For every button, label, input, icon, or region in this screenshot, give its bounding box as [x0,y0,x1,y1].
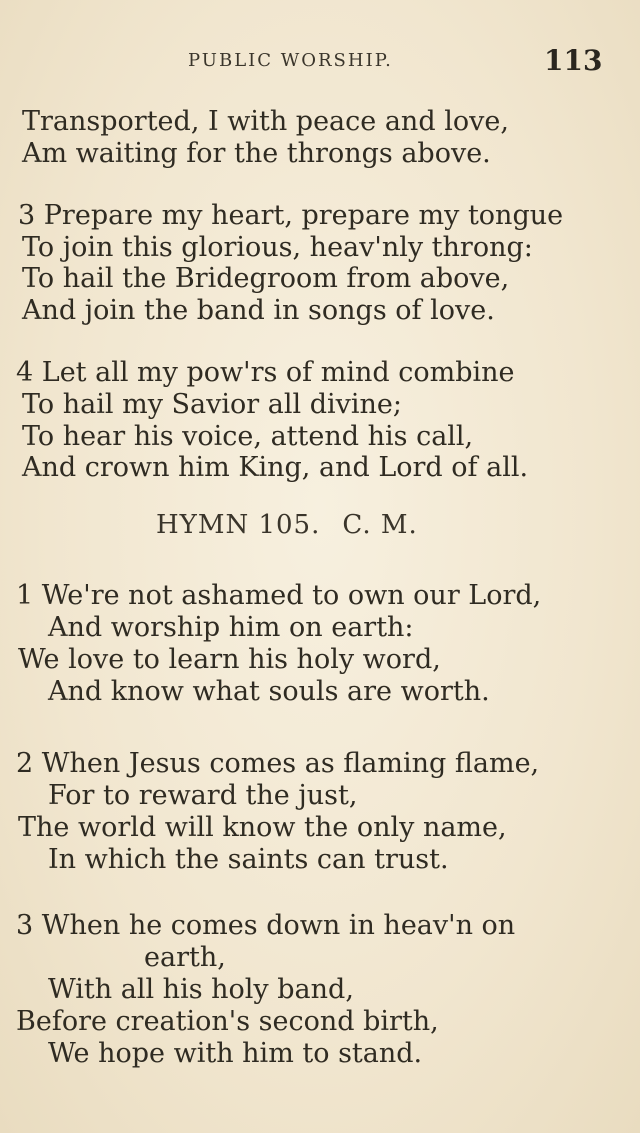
verse-line: Transported, I with peace and love, [22,106,509,137]
hymn-heading [156,510,440,540]
verse-line: We love to learn his holy word, [18,644,441,675]
verse-line: To hail the Bridegroom from above, [22,263,510,294]
verse-line: 4 Let all my pow'rs of mind combine [16,357,515,388]
verse-line: earth, [144,942,226,973]
verse-line: And worship him on earth: [48,612,414,643]
verse-line: The world will know the only name, [18,812,507,843]
verse-line: To join this glorious, heav'nly throng: [22,232,533,263]
running-head [0,44,640,80]
verse-line: To hear his voice, attend his call, [22,421,474,452]
verse-line: 1 We're not ashamed to own our Lord, [16,580,542,611]
verse-line: To hail my Savior all divine; [22,389,402,420]
page-number: 113 [544,44,603,77]
verse-line: We hope with him to stand. [48,1038,423,1069]
running-title: PUBLIC WORSHIP. [188,50,393,71]
verse-line: For to reward the just, [48,780,358,811]
verse-line: And know what souls are worth. [48,676,490,707]
verse-line: Before creation's second birth, [16,1006,439,1037]
verse-line: 3 Prepare my heart, prepare my tongue [18,200,564,231]
verse-line: And crown him King, and Lord of all. [22,452,529,483]
verse-line: 2 When Jesus comes as flaming flame, [16,748,540,779]
verse-line: And join the band in songs of love. [22,295,495,326]
verse-line: 3 When he comes down in heav'n on [16,910,516,941]
verse-line: Am waiting for the throngs above. [22,138,491,169]
verse-line: In which the saints can trust. [48,844,449,875]
hymn-number: HYMN 105. [156,510,321,540]
verse-line: With all his holy band, [48,974,354,1005]
hymn-meter: C. M. [342,510,418,540]
